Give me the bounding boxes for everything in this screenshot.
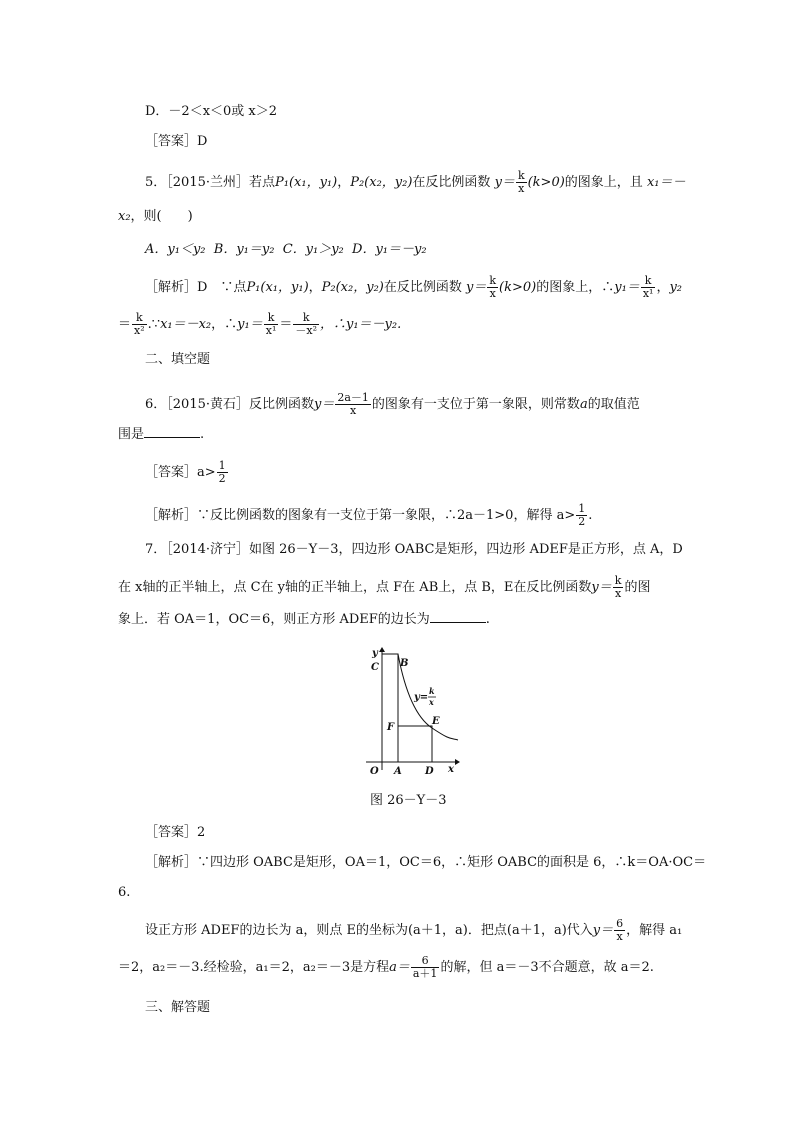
q5-stem-a: 5．［2015·兰州］若点 [145,175,275,190]
q5-stem-b: 在反比例函数 [412,175,491,190]
q5-analysis-y-eq: y＝ [466,280,487,295]
section-2-heading: 二、填空题 [145,352,211,367]
label-a: A [394,766,402,777]
label-curve-y: y= [414,692,429,703]
q6-stem-line2: 围是 . [118,427,205,442]
q5-analysis-b: 在反比例函数 [383,280,462,295]
q5-analysis-y1-eq: y₁＝ [614,280,640,295]
q4-option-d: D．－2＜x＜0或 x＞2 [145,104,278,119]
q5-option-c: C．y₁＞y₂ [282,242,344,257]
q7-line3-text: 象上．若 OA＝1，OC＝6，则正方形 ADEF的边长为 [118,612,430,627]
q7-analysis-line1: ［解析］∵四边形 OABC是矩形，OA＝1，OC＝6，∴矩形 OABC的面积是 6，∴k＝OA·OC＝ [145,855,707,870]
q5-analysis-c: 的图象上，∴ [536,280,615,295]
q7-line3-end: . [485,612,490,627]
label-b: B [400,658,409,669]
q7-analysis-2b: ，解得 a₁ [626,923,683,938]
label-o: O [370,766,379,777]
q5-analysis-a: ［解析］D ∵点 [145,280,247,295]
q7-figure [362,646,462,778]
q6-analysis-end: . [588,508,593,523]
q5-stem-d: ，则( ) [130,209,193,224]
q7-line2a: 在 x轴的正半轴上，点 C在 y轴的正半轴上，点 F在 AB上，点 B，E在反比例函数 [118,580,592,595]
q6-answer-a: ［答案］a> [145,465,216,480]
q5-analysis-line2: ＝ $\frac{k}{\text{x²}}$ .∵x₁＝－x₂，∴y₁＝ $\frac{k}{\text{x¹}}$ ＝ $\frac{k}{\text{－x²}}$ ，∴y₁＝－y₂. [118,311,402,337]
q5-analysis-y2: y₂ [669,280,683,295]
q6-analysis-a: ［解析］∵反比例函数的图象有一支位于第一象限，∴2a－1>0，解得 a> [145,508,576,523]
square-adef [398,726,432,762]
section-3-heading: 三、解答题 [145,1000,211,1015]
q7-analysis-line3 [118,955,654,980]
q5-option-b: B．y₁＝y₂ [213,242,275,257]
label-f: F [387,722,395,733]
q6-stem-line1 [145,392,640,417]
label-curve-x: x [429,697,434,707]
q5-analysis-y1-eq2: y₁＝ [237,317,263,332]
q7-analysis-frac-6a1: $\frac{6}{a+1}$ [412,954,438,980]
q6-y-eq: y＝ [314,397,335,412]
q6-frac: $\frac{2a-1}{x}$ [337,391,369,417]
label-d: D [425,766,434,777]
q7-analysis-2a: 设正方形 ADEF的边长为 a，则点 E的坐标为(a＋1，a)．把点(a＋1，a)代入 [145,923,593,938]
q5-stem-line1: 5．［2015·兰州］若点P₁(x₁，y₁)，P₂(x₂，y₂)在反比例函数 y＝ $\frac{k}{x}$ (k>0)的图象上，且 x₁＝－ [145,169,686,195]
q5-analysis-f: ，∴y₁＝－y₂. [320,317,402,332]
q5-analysis-frac-kx1: $\frac{k}{\text{x¹}}$ [642,274,654,300]
q5-analysis-frac-kx1b: $\frac{k}{\text{x¹}}$ [265,311,277,337]
q7-line1: 7．［2014·济宁］如图 26－Y－3，四边形 OABC是矩形，四边形 ADEF是正方形，点 A，D [145,542,683,557]
q5-analysis-frac-kx: $\frac{k}{x}$ [489,274,497,300]
q4-answer: ［答案］D [145,134,208,149]
q5-analysis-line1: ［解析］D ∵点P₁(x₁，y₁)，P₂(x₂，y₂)在反比例函数 y＝ $\frac{k}{x}$ (k>0)的图象上，∴y₁＝ $\frac{k}{\text{x¹}}$ ，y₂ [145,274,683,300]
q7-analysis-line2 [145,918,682,943]
q7-line2 [118,575,650,600]
q5-analysis-eq2: ＝ [279,317,293,332]
q5-options [145,240,427,260]
q7-answer: ［答案］2 [145,825,206,840]
q7-analysis-3b: 的解，但 a＝－3不合题意，故 a＝2. [440,960,654,975]
label-y: y [372,648,378,659]
q5-analysis-e: ，∴ [211,317,238,332]
q7-y-eq: y＝ [591,580,612,595]
q7-line2b: 的图 [624,580,651,595]
q5-analysis-frac-kx2: $\frac{k}{\text{x²}}$ [134,311,145,337]
q7-analysis-y-eq: y＝ [592,923,614,938]
q7-analysis-frac-6x: $\frac{6}{x}$ [616,917,624,943]
q6-stem-a: 6．［2015·黄石］反比例函数 [145,397,314,412]
label-x: x [448,764,454,775]
q5-p1: P₁(x₁，y₁) [275,175,338,190]
label-c: C [371,662,379,673]
q5-frac-kx: $\frac{k}{x}$ [517,169,525,195]
q6-stem-c: 的取值范 [587,397,640,412]
q6-analysis-frac: $\frac{1}{2}$ [578,502,586,528]
q6-analysis [145,503,592,528]
label-e: E [432,716,440,727]
q5-p2: P₂(x₂，y₂) [350,175,413,190]
rectangle-oabc [382,654,398,762]
q5-analysis-p1: P₁(x₁，y₁) [246,280,309,295]
q7-line3 [118,610,490,630]
q6-answer [145,460,229,485]
q5-x2: x₂ [118,209,131,224]
q6-stem-d: 围是 [118,427,145,442]
y-axis-arrow-icon [379,647,385,652]
q7-frac-kx: $\frac{k}{x}$ [614,574,622,600]
q5-stem-line2 [118,207,193,227]
q5-x1-eq: x₁＝－ [646,175,686,190]
q5-stem-c: 的图象上，且 [564,175,643,190]
q5-analysis-p2: P₂(x₂，y₂) [321,280,384,295]
q5-analysis-eq1: ＝ [118,317,132,332]
q6-a: a [579,397,588,412]
q6-stem-b: 的图象有一支位于第一象限，则常数 [371,397,580,412]
q5-y-eq: y＝ [494,175,515,190]
q5-option-d: D．y₁＝－y₂ [352,242,427,257]
q5-analysis-frac-knegx2: $\frac{k}{\text{－x²}}$ [295,311,317,337]
label-curve-k: k [429,686,435,696]
q5-analysis-d: ∵ [151,317,161,332]
q5-analysis-x1eqnegx2: x₁＝－x₂ [160,317,212,332]
q6-answer-frac: $\frac{1}{2}$ [218,459,226,485]
q5-option-a: A．y₁＜y₂ [145,242,206,257]
q7-analysis-line1b: 6. [118,885,131,900]
q7-analysis-3a: ＝2，a₂＝－3.经检验，a₁＝2，a₂＝－3是方程 [118,960,390,975]
q7-analysis-a-eq: a＝ [389,960,410,975]
q6-answer-blank [144,425,200,438]
q5-analysis-cond: (k>0) [499,280,537,295]
x-axis-arrow-icon [455,759,460,765]
q5-cond: (k>0) [527,175,565,190]
q7-figure-caption: 图 26－Y－3 [370,793,447,808]
q7-answer-blank [430,610,486,623]
